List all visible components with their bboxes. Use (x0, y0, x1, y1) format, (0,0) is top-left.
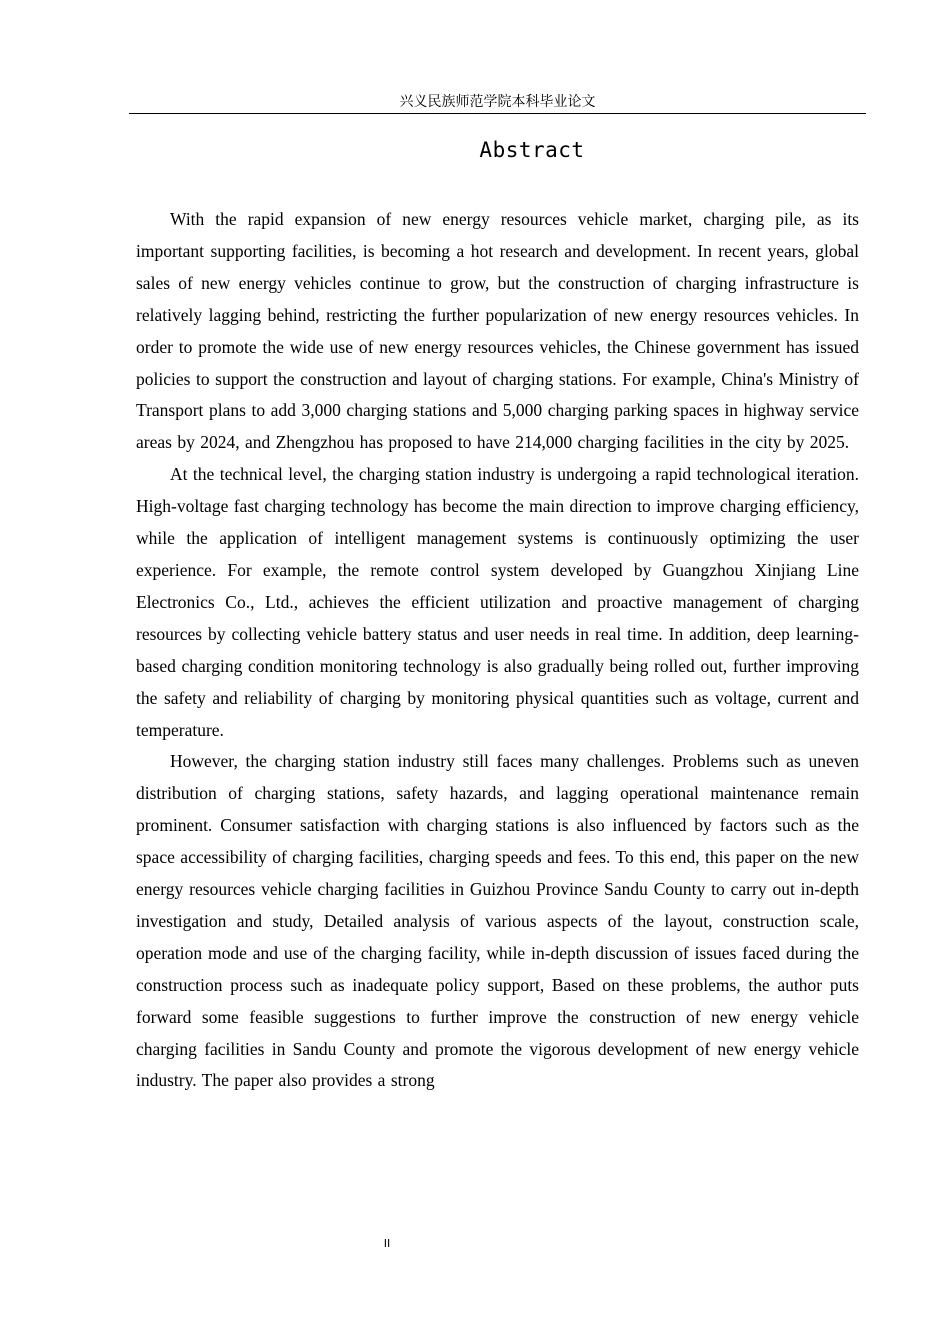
abstract-body (136, 204, 859, 1097)
page-title: Abstract (479, 138, 585, 162)
page-header (129, 92, 866, 114)
paragraph-1: With the rapid expansion of new energy resources vehicle market, charging pile, as its important supporting facilities, is becoming a hot research and development. In recent years, global sales of new energy vehicles continue to grow, but the construction of charging infrastructure is relatively lagging behind, restricting the further popularization of new energy resources vehicles. In order to promote the wide use of new energy resources vehicles, the Chinese government has issued policies to support the construction and layout of charging stations. For example, China's Ministry of Transport plans to add 3,000 charging stations and 5,000 charging parking spaces in highway service areas by 2024, and Zhengzhou has proposed to have 214,000 charging facilities in the city by 2025. (136, 209, 859, 453)
page-number: II (383, 1237, 391, 1250)
paragraph-3: However, the charging station industry still faces many challenges. Problems such as uneven distribution of charging stations, safety hazards, and lagging operational maintenance remain prominent. Consumer satisfaction with charging stations is also influenced by factors such as the space accessibility of charging facilities, charging speeds and fees. To this end, this paper on the new energy resources vehicle charging facilities in Guizhou Province Sandu County to carry out in-depth investigation and study, Detailed analysis of various aspects of the layout, construction scale, operation mode and use of the charging facility, while in-depth discussion of issues faced during the construction process such as inadequate policy support, Based on these problems, the author puts forward some feasible suggestions to further improve the construction of new energy vehicle charging facilities in Sandu County and promote the vigorous development of new energy vehicle industry. The paper also provides a strong (136, 751, 859, 1091)
header-text: 兴义民族师范学院本科毕业论文 (399, 94, 596, 110)
paragraph-2: At the technical level, the charging station industry is undergoing a rapid technological iteration. High-voltage fast charging technology has become the main direction to improve charging efficiency, while the application of intelligent management systems is continuously optimizing the user experience. For example, the remote control system developed by Guangzhou Xinjiang Line Electronics Co., Ltd., achieves the efficient utilization and proactive management of charging resources by collecting vehicle battery status and user needs in real time. In addition, deep learning-based charging condition monitoring technology is also gradually being rolled out, further improving the safety and reliability of charging by monitoring physical quantities such as voltage, current and temperature. (136, 464, 859, 740)
